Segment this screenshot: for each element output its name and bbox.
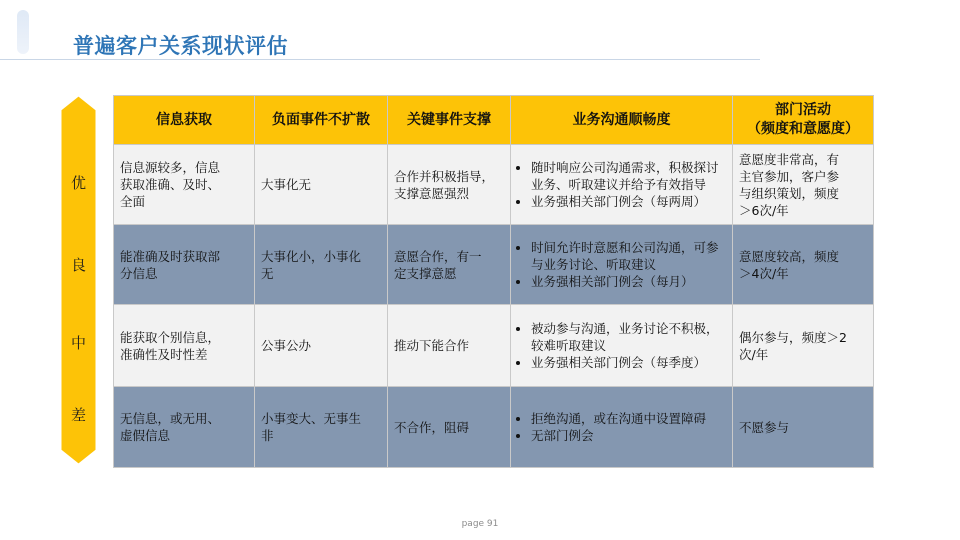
cell-key-support: 不合作，阻碍 [394,419,470,435]
cell-negative: 小事变大、无事生 非 [261,411,362,443]
cell-key-support: 合作并积极指导， 支撑意愿强烈 [394,168,495,201]
header-key-event-support: 关键事件支撑 [388,96,511,145]
communication-list [517,320,726,371]
table-header-row [114,96,874,145]
assessment-table [113,95,874,468]
communication-list [517,410,726,444]
level-label-good: 良 [70,256,86,274]
communication-list [517,239,726,290]
list-item: • 拒绝沟通，或在沟通中设置障碍 [531,410,726,427]
list-item: • 无部门例会 [531,427,726,444]
decorative-accent-bar [17,10,29,54]
table-row [114,387,874,468]
page-title: 普遍客户关系现状评估 [73,34,288,58]
list-item: • 业务强相关部门例会（每月） [531,273,726,290]
cell-negative: 大事化小，小事化 无 [261,248,362,281]
header-negative-events: 负面事件不扩散 [255,96,388,145]
list-item: • 随时响应公司沟通需求，积极探讨业务、听取建议并给予有效指导 [531,159,726,193]
cell-activity: 意愿度较高，频度 ＞4次/年 [739,248,840,281]
level-label-medium: 中 [70,334,86,352]
header-business-communication: 业务沟通顺畅度 [511,96,733,145]
list-item: • 业务强相关部门例会（每两周） [531,193,726,210]
list-item: • 被动参与沟通，业务讨论不积极，较难听取建议 [531,320,726,354]
communication-list [517,159,726,210]
cell-key-support: 意愿合作，有一 定支撑意愿 [394,248,482,281]
page-number: page 91 [461,519,499,529]
cell-negative: 公事公办 [261,338,312,353]
table-row [114,305,874,387]
level-label-excellent: 优 [70,174,86,192]
cell-info: 无信息，或无用、 虚假信息 [120,411,221,443]
cell-info: 能准确及时获取部 分信息 [120,248,221,281]
list-item: • 时间允许时意愿和公司沟通，可参与业务讨论、听取建议 [531,239,726,273]
cell-negative: 大事化无 [261,177,312,192]
level-label-poor: 差 [70,406,86,424]
cell-key-support: 推动下能合作 [394,338,470,353]
cell-activity: 偶尔参与，频度＞2 次/年 [739,329,847,362]
header-department-activity: 部门活动 （频度和意愿度） [733,96,874,145]
level-arrow [61,96,96,464]
cell-info: 能获取个别信息， 准确性及时性差 [120,329,221,362]
cell-info: 信息源较多，信息 获取准确、及时、 全面 [120,160,221,209]
cell-activity: 不愿参与 [739,419,790,435]
header-info-acquisition: 信息获取 [114,96,255,145]
cell-activity: 意愿度非常高，有 主官参加，客户参 与组织策划，频度 ＞6次/年 [739,151,840,218]
title-divider [0,59,760,60]
table-row [114,225,874,305]
table-row [114,145,874,225]
list-item: • 业务强相关部门例会（每季度） [531,354,726,371]
